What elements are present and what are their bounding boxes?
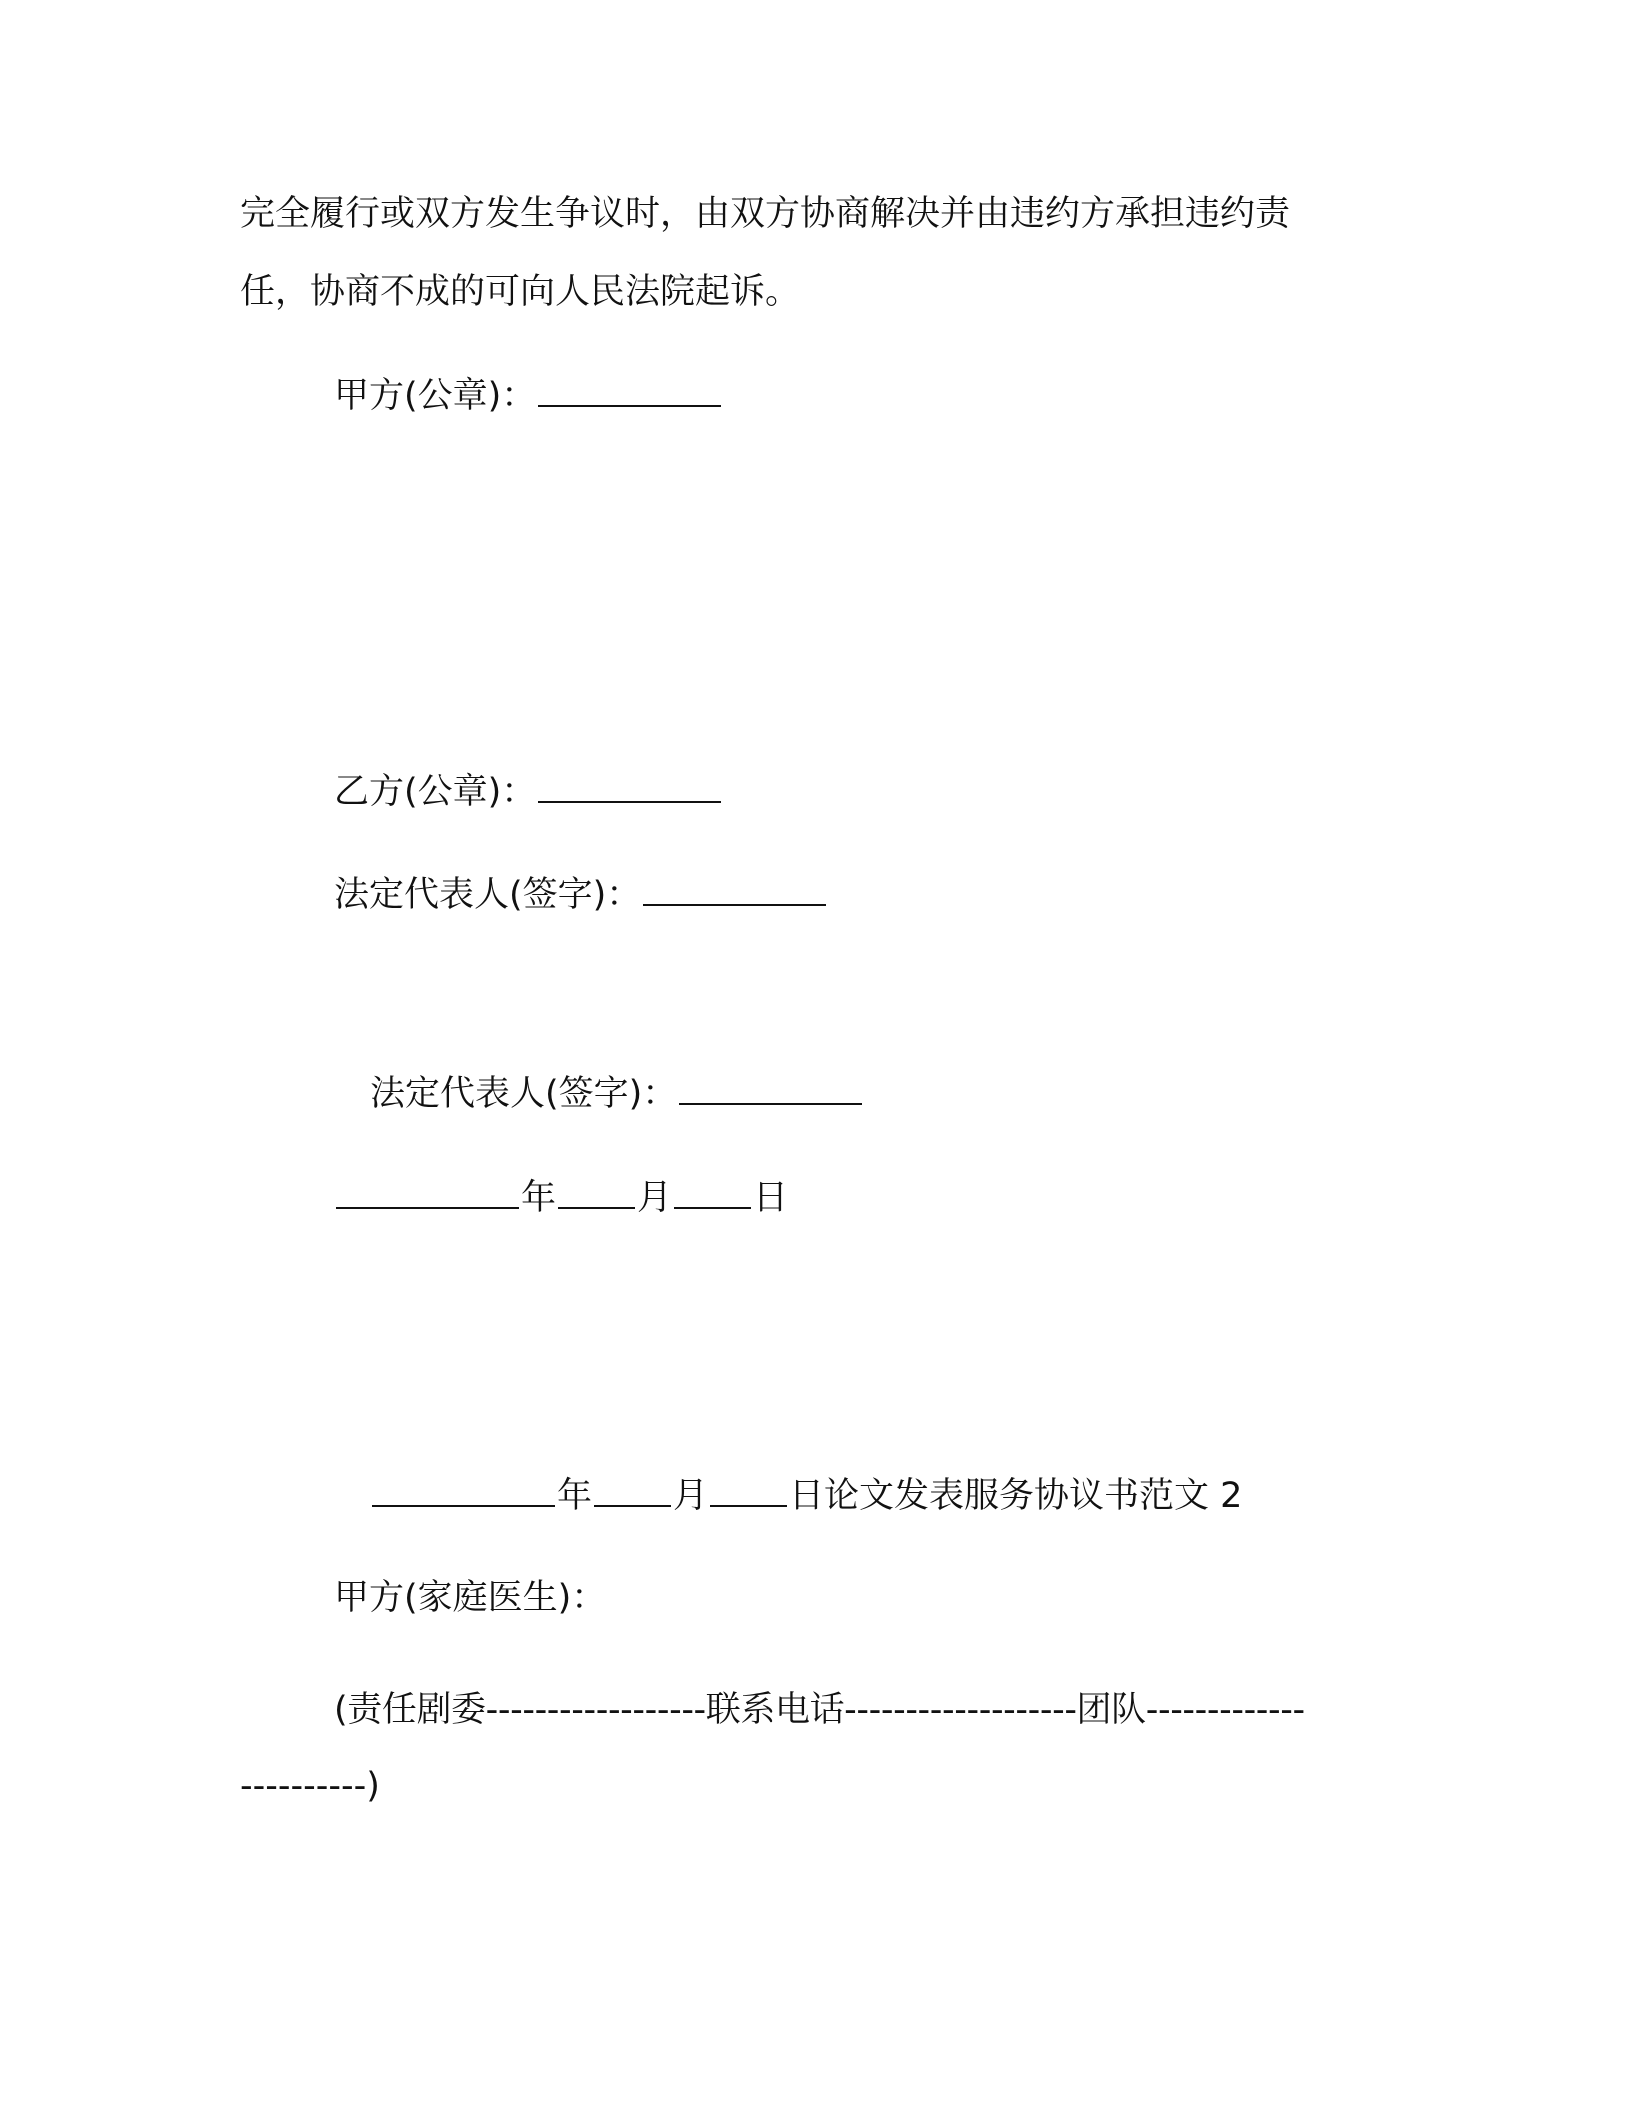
date2-year-label: 年 <box>557 1476 593 1516</box>
legal-rep-line-2 <box>370 1072 864 1116</box>
date2-month-label: 月 <box>673 1476 709 1516</box>
date-title-line <box>370 1474 1242 1518</box>
date-year-blank <box>336 1177 519 1209</box>
date-month-blank <box>558 1177 635 1209</box>
date-month-label: 月 <box>637 1178 673 1218</box>
date-day-label: 日 <box>753 1178 789 1218</box>
date-line-1 <box>334 1176 788 1220</box>
date2-month-blank <box>594 1475 671 1507</box>
date-year-label: 年 <box>521 1178 557 1218</box>
party-b-seal-line <box>334 770 723 814</box>
party-a-seal-blank <box>538 375 721 407</box>
party-b-seal-blank <box>538 771 721 803</box>
contact-line-1: (责任剧委------------------联系电话-------------------团队------------- <box>334 1690 1305 1730</box>
contact-line-2: ----------) <box>240 1766 380 1806</box>
legal-rep-blank-1 <box>643 874 826 906</box>
party-a-seal-label: 甲方(公章)： <box>334 376 537 416</box>
paragraph-line-1: 完全履行或双方发生争议时，由双方协商解决并由违约方承担违约责 <box>240 194 1291 234</box>
legal-rep-line-1 <box>334 873 828 917</box>
date2-year-blank <box>372 1475 555 1507</box>
paragraph-line-2: 任，协商不成的可向人民法院起诉。 <box>240 272 801 312</box>
party-b-seal-label: 乙方(公章)： <box>334 772 537 812</box>
date2-day-blank <box>710 1475 787 1507</box>
legal-rep-label-1: 法定代表人(签字)： <box>334 875 642 915</box>
party-a-seal-line <box>334 374 723 418</box>
party-a-doctor-label: 甲方(家庭医生)： <box>334 1578 607 1618</box>
date-day-blank <box>674 1177 751 1209</box>
legal-rep-label-2: 法定代表人(签字)： <box>370 1074 678 1114</box>
date2-day-and-title: 日论文发表服务协议书范文 2 <box>789 1476 1243 1516</box>
legal-rep-blank-2 <box>679 1073 862 1105</box>
